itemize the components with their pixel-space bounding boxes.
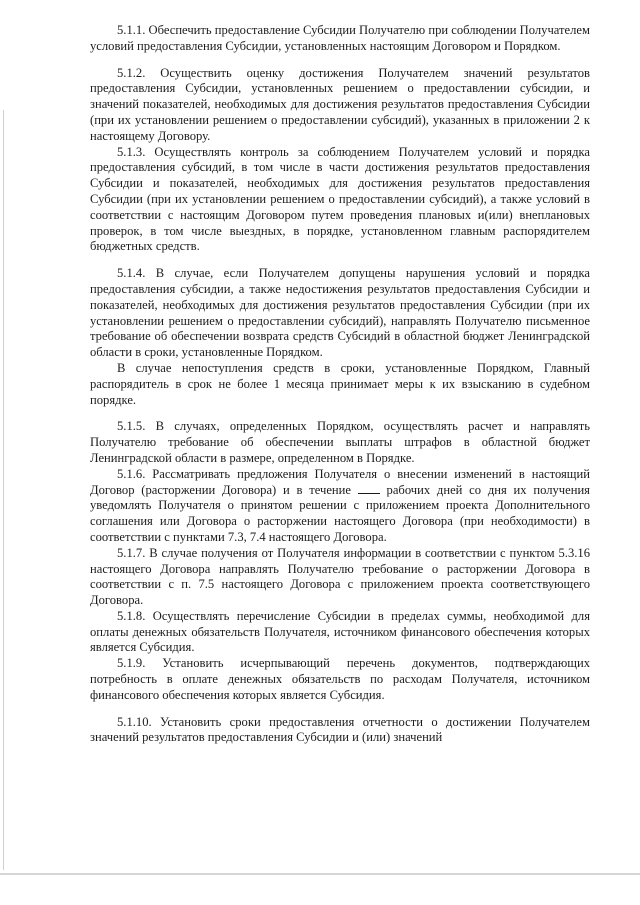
paragraph-5-1-1: 5.1.1. Обеспечить предоставление Субсидии Получателю при соблюдении Получателем условий предоставления Субсидии, установленных настоящим Договором и Порядком. [90, 23, 590, 53]
paragraph-5-1-3: 5.1.3. Осуществлять контроль за соблюдением Получателем условий и порядка предоставления субсидий, в том числе в части достижения результатов предоставления Субсидии и показателей, необходимых для достижения результатов предоставления Субсидии (при их установлении решением о предоставлении субсидий), а также условий в соответствии с настоящим Договором путем проведения плановых и(или) внеплановых проверок, в том числе выездных, в порядке, установленном главным распорядителем бюджетных средств. [90, 144, 590, 254]
paragraph-5-1-6-end: рабочих дней со дня их получения уведомлять Получателя о принятом решении с приложением проекта Дополнительного соглашения или Договора о расторжении настоящего Договора (при необходимости) в соответствии с пунктами 7.3, 7.4 настоящего Договора. [90, 482, 590, 544]
paragraph-5-1-6-start: 5.1.6. Рассматривать предложения Получателя о внесении изменений в настоящий Договор (расторжении Договора) и в течение [90, 466, 590, 497]
paragraph-5-1-2: 5.1.2. Осуществить оценку достижения Получателем значений результатов предоставления Субсидии, установленных решением о предоставлении субсидии, и значений показателей, необходимых для достижения результатов предоставления Субсидии (при их установлении решением о предоставлении субсидий), указанных в приложении 2 к настоящему Договору. [90, 65, 590, 143]
paragraph-5-1-6 [90, 467, 590, 546]
paragraph-5-1-8: 5.1.8. Осуществлять перечисление Субсидии в пределах суммы, необходимой для оплаты денежных обязательств Получателя, источником финансового обеспечения которых является Субсидия. [90, 608, 590, 655]
blank-days-field [358, 483, 380, 494]
paragraph-5-1-4: 5.1.4. В случае, если Получателем допущены нарушения условий и порядка предоставления субсидии, а также недостижения результатов предоставления Субсидии и показателей, необходимых для достижения результатов предоставления Субсидии (при их установлении решением о предоставлении субсидий), направлять Получателю письменное требование об обеспечении возврата средств Субсидий в областной бюджет Ленинградской области в сроки, установленные Порядком. [90, 266, 590, 360]
document-body [90, 23, 590, 746]
paragraph-5-1-5: 5.1.5. В случаях, определенных Порядком, осуществлять расчет и направлять Получателю требование об обеспечении выплаты штрафов в областной бюджет Ленинградской области в размере, определенном в Порядке. [90, 419, 590, 465]
paragraph-5-1-10: 5.1.10. Установить сроки предоставления отчетности о достижении Получателем значений результатов предоставления Субсидии и (или) значений [90, 714, 590, 745]
paragraph-5-1-9: 5.1.9. Установить исчерпывающий перечень документов, подтверждающих потребность в оплате денежных обязательств по расходам Получателя, источником финансового обеспечения которых является Субсидия. [90, 656, 590, 702]
paragraph-5-1-7: 5.1.7. В случае получения от Получателя информации в соответствии с пунктом 5.3.16 настоящего Договора направлять Получателю требование о расторжении Договора в соответствии с п. 7.5 настоящего Договора с приложением проекта соответствующего Договора. [90, 545, 590, 608]
paragraph-5-1-4-continued: В случае непоступления средств в сроки, установленные Порядком, Главный распорядитель в срок не более 1 месяца принимает меры к их взысканию в судебном порядке. [90, 360, 590, 407]
scan-edge-left [3, 110, 4, 870]
scan-edge-bottom [0, 873, 640, 875]
